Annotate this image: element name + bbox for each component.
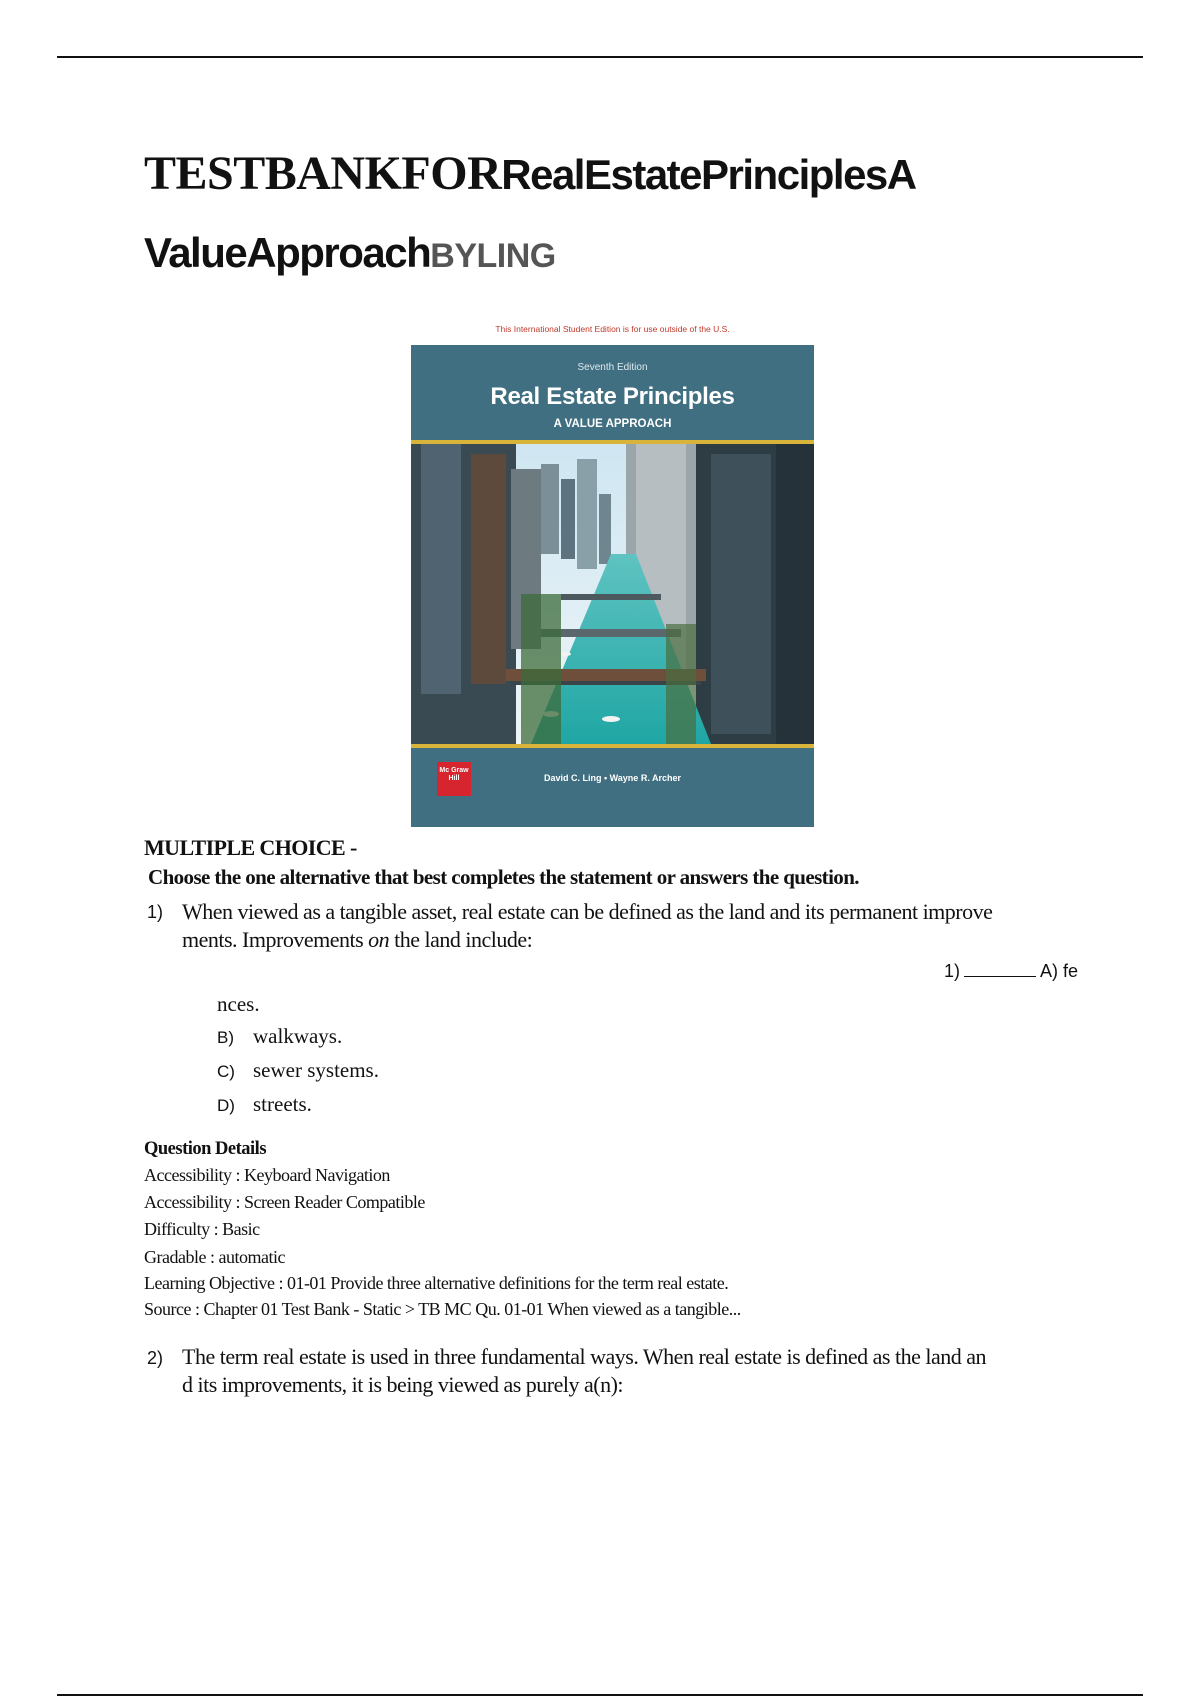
top-rule [57,56,1143,58]
question-2-text-line-1: The term real estate is used in three fundamental ways. When real estate is defined as the land an [182,1344,986,1369]
question-2-text-line-2: d its improvements, it is being viewed as purely a(n): [182,1372,624,1397]
option-letter: D) [217,1096,235,1115]
option-c [217,1058,379,1083]
detail-line: Source : Chapter 01 Test Bank - Static > TB MC Qu. 01-01 When viewed as a tangible... [144,1299,741,1319]
detail-line: Difficulty : Basic [144,1219,260,1239]
option-b [217,1024,342,1049]
question-2-number: 2) [147,1348,164,1368]
cover-edition: Seventh Edition [577,362,648,373]
answer-label: 1) [943,961,960,981]
title-author: BYLING [430,237,556,275]
title-sans-part-2: ValueApproach [144,229,431,276]
question-1-text-line-2 [182,926,532,954]
bottom-rule [57,1694,1143,1696]
cover-notice: This International Student Edition is for use outside of the U.S. [495,324,730,334]
option-letter: B) [217,1028,234,1047]
question-1-text-part: ments. Improvements [182,927,369,952]
cover-city-river-photo [411,444,814,744]
cover-authors: David C. Ling • Wayne R. Archer [543,773,681,783]
option-letter: C) [217,1062,235,1081]
document-title-line-1 [144,147,916,200]
publisher-logo: Mc Graw Hill [437,762,471,796]
book-cover-image [411,313,814,827]
answer-suffix: A) fe [1039,961,1078,981]
section-heading: MULTIPLE CHOICE - [144,835,357,860]
answer-blank-line [964,962,1036,977]
question-1-text-line-1: When viewed as a tangible asset, real estate can be defined as the land and its permanent improve [182,899,993,924]
option-text: walkways. [253,1024,343,1048]
question-1-number: 1) [147,902,164,922]
title-serif-part: TESTBANKFOR [144,147,502,200]
title-sans-part: RealEstatePrinciplesA [501,151,916,198]
detail-line: Accessibility : Keyboard Navigation [144,1165,390,1185]
section-instruction: Choose the one alternative that best completes the statement or answers the question. [148,865,859,889]
cover-book-title: Real Estate Principles [490,383,735,410]
question-1-italic-word: on [368,927,390,952]
cover-bottom-band [411,748,814,827]
question-1-text-part-end: the land include: [389,927,533,952]
document-title-line-2 [144,229,556,276]
option-a-continued: nces. [217,992,260,1016]
cover-title-band [411,345,814,440]
detail-line: Gradable : automatic [144,1247,285,1267]
option-text: sewer systems. [253,1058,379,1082]
option-text: streets. [253,1092,312,1116]
option-d [217,1092,312,1117]
answer-blank-1 [944,961,1078,982]
question-details-heading: Question Details [144,1139,267,1159]
detail-line: Learning Objective : 01-01 Provide three alternative definitions for the term real estate. [144,1273,729,1293]
detail-line: Accessibility : Screen Reader Compatible [144,1192,425,1212]
cover-book-subtitle: A VALUE APPROACH [553,418,672,430]
